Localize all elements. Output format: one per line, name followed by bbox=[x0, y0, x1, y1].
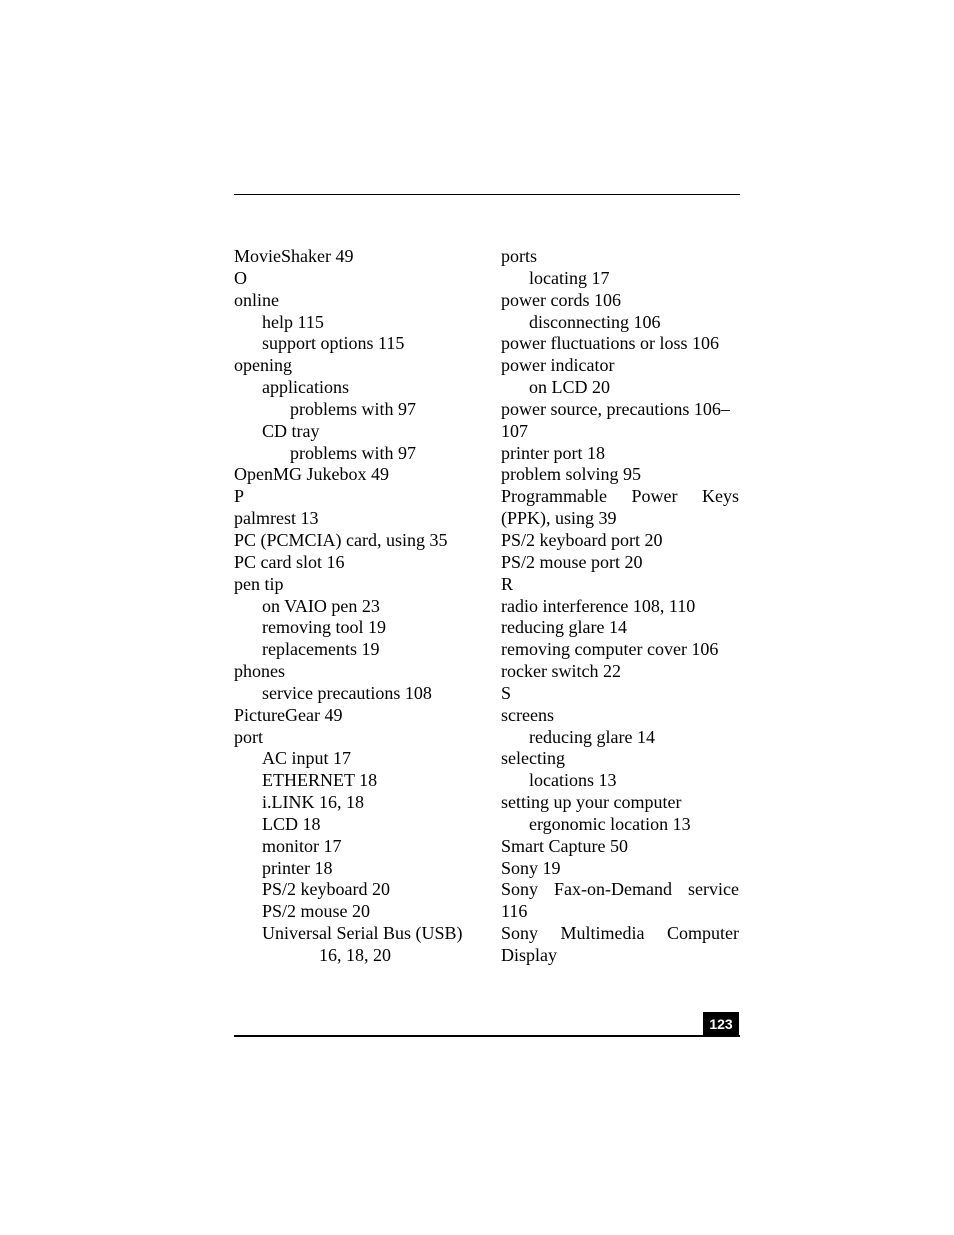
index-entry: screens bbox=[501, 704, 554, 725]
index-entry: radio interference 108, 110 bbox=[501, 595, 696, 616]
index-entry: disconnecting 106 bbox=[529, 311, 661, 332]
index-entry: PS/2 keyboard port 20 bbox=[501, 529, 663, 550]
index-entry: PS/2 mouse 20 bbox=[262, 901, 371, 922]
index-entry: removing computer cover 106 bbox=[501, 639, 719, 660]
index-entry: MovieShaker 49 bbox=[234, 246, 354, 266]
header-rule bbox=[234, 194, 740, 195]
index-entry: ergonomic location 13 bbox=[529, 813, 691, 834]
index-entry: setting up your computer bbox=[501, 792, 682, 813]
index-entry: 116 bbox=[501, 901, 528, 922]
index-entry: service precautions 108 bbox=[262, 682, 432, 703]
index-entry: AC input 17 bbox=[262, 748, 352, 769]
footer-rule bbox=[234, 1035, 740, 1037]
index-entry: palmrest 13 bbox=[234, 508, 319, 529]
index-entry: ETHERNET 18 bbox=[262, 770, 378, 791]
index-column-left bbox=[234, 246, 474, 967]
index-entry: problem solving 95 bbox=[501, 464, 641, 485]
index-entry: port bbox=[234, 726, 263, 747]
index-entry: help 115 bbox=[262, 311, 324, 332]
index-entry: R bbox=[501, 573, 514, 594]
index-entry: power fluctuations or loss 106 bbox=[501, 333, 719, 354]
index-entry: power cords 106 bbox=[501, 289, 621, 310]
index-entry: 107 bbox=[501, 420, 528, 441]
index-entry: on LCD 20 bbox=[529, 377, 610, 398]
index-entry: Sony Fax-on-Demand service bbox=[501, 879, 739, 900]
index-entry: Programmable Power Keys bbox=[501, 486, 739, 507]
index-entry: Sony Multimedia Computer bbox=[501, 923, 739, 944]
index-entry: pen tip bbox=[234, 573, 284, 594]
index-entry: Display bbox=[501, 945, 557, 965]
index-entry: support options 115 bbox=[262, 333, 405, 354]
index-entry: applications bbox=[262, 377, 349, 398]
index-entry: problems with 97 bbox=[290, 398, 416, 419]
index-entry: PC card slot 16 bbox=[234, 551, 345, 572]
index-entry: printer 18 bbox=[262, 857, 333, 878]
index-entry: Smart Capture 50 bbox=[501, 835, 628, 856]
index-entry: rocker switch 22 bbox=[501, 661, 621, 682]
index-entry: PictureGear 49 bbox=[234, 704, 343, 725]
index-entry: PS/2 keyboard 20 bbox=[262, 879, 390, 900]
index-entry: P bbox=[234, 486, 245, 507]
index-entry: S bbox=[501, 682, 512, 703]
index-entry: opening bbox=[234, 355, 292, 376]
index-entry: ports bbox=[501, 246, 537, 266]
index-entry: 16, 18, 20 bbox=[319, 945, 391, 965]
index-entry: locating 17 bbox=[529, 267, 610, 288]
index-entry: replacements 19 bbox=[262, 639, 380, 660]
index-entry: O bbox=[234, 267, 247, 288]
index-column-right bbox=[501, 246, 739, 967]
index-entry: reducing glare 14 bbox=[529, 726, 655, 747]
index-entry: Universal Serial Bus (USB) bbox=[262, 923, 463, 944]
index-entry: online bbox=[234, 289, 279, 310]
index-entry: OpenMG Jukebox 49 bbox=[234, 464, 389, 485]
index-entry: problems with 97 bbox=[290, 442, 416, 463]
index-entry: monitor 17 bbox=[262, 835, 342, 856]
index-entry: reducing glare 14 bbox=[501, 617, 627, 638]
index-entry: PC (PCMCIA) card, using 35 bbox=[234, 529, 448, 550]
index-entry: i.LINK 16, 18 bbox=[262, 792, 364, 813]
index-entry: phones bbox=[234, 661, 285, 682]
index-entry: (PPK), using 39 bbox=[501, 508, 617, 529]
index-entry: PS/2 mouse port 20 bbox=[501, 551, 643, 572]
index-entry: power indicator bbox=[501, 355, 615, 376]
index-entry: selecting bbox=[501, 748, 565, 769]
index-entry: on VAIO pen 23 bbox=[262, 595, 380, 616]
page-number: 123 bbox=[703, 1012, 739, 1036]
index-entry: Sony 19 bbox=[501, 857, 561, 878]
index-entry: power source, precautions 106– bbox=[501, 398, 730, 419]
index-entry: CD tray bbox=[262, 420, 320, 441]
index-entry: locations 13 bbox=[529, 770, 617, 791]
index-entry: LCD 18 bbox=[262, 813, 321, 834]
index-entry: printer port 18 bbox=[501, 442, 605, 463]
index-entry: removing tool 19 bbox=[262, 617, 386, 638]
